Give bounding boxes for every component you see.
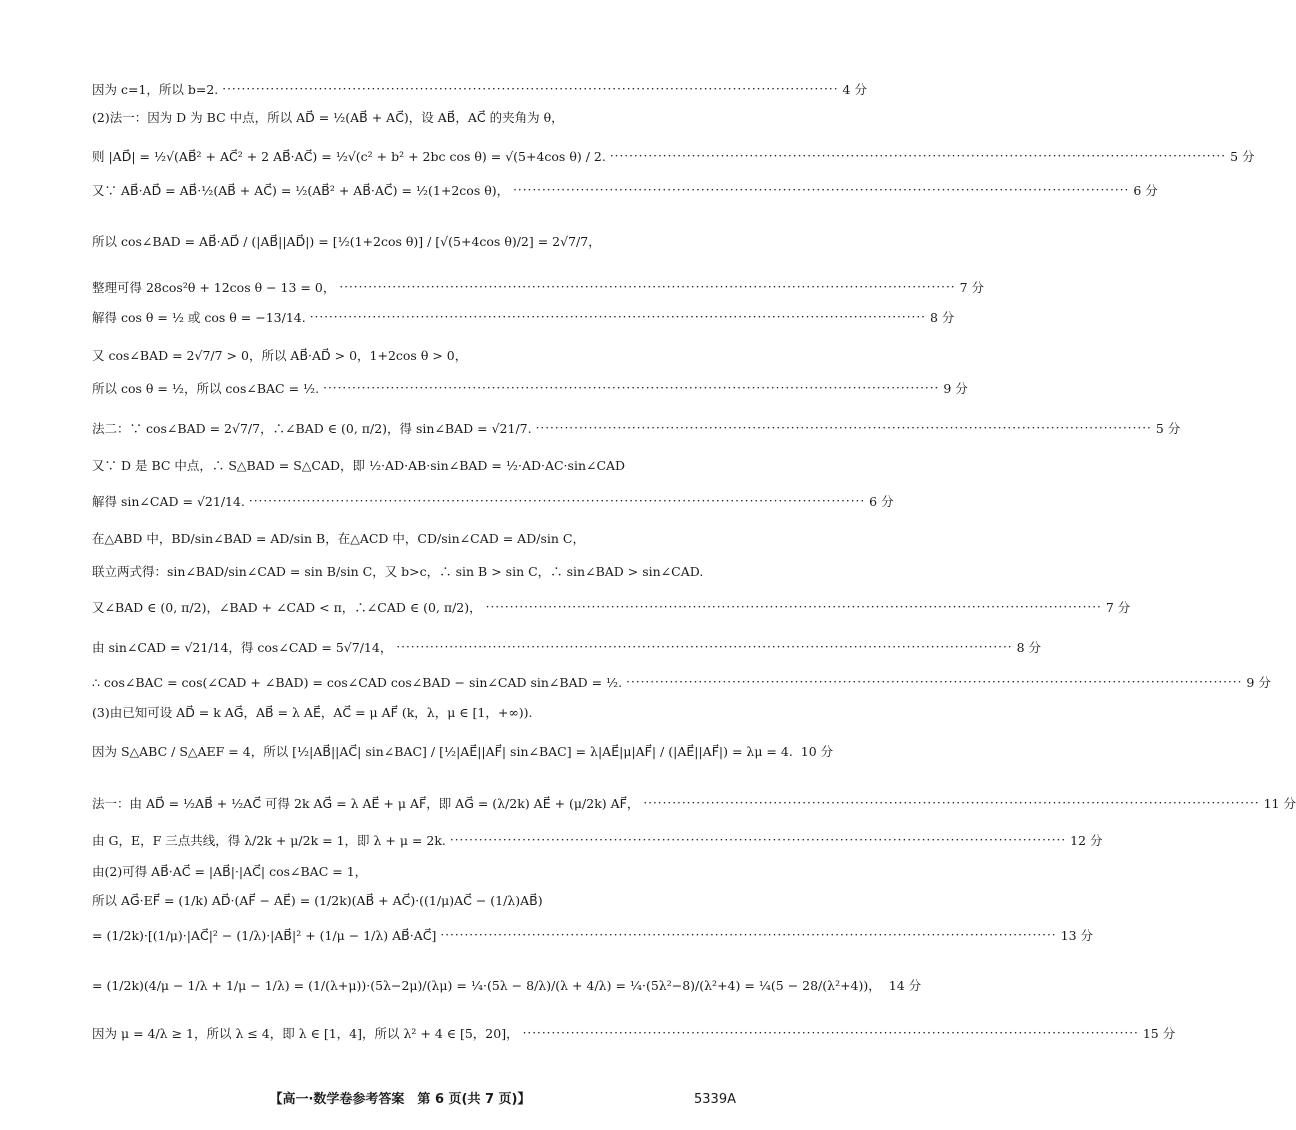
line-text: 由(2)可得 AB⃗·AC⃗ = |AB⃗|·|AC⃗| cos∠BAC = 1， — [92, 864, 368, 879]
score-mark: 8 分 — [1016, 640, 1042, 655]
score-mark: 15 分 — [1142, 1026, 1176, 1041]
leader-dots — [450, 833, 1066, 847]
solution-line-4 — [92, 175, 1158, 205]
leader-dots — [626, 675, 1242, 689]
leader-dots — [222, 82, 838, 96]
leader-dots — [323, 381, 939, 395]
line-text: 法一：由 AD⃗ = ½AB⃗ + ½AC⃗ 可得 2k AG⃗ = λ AE⃗ + μ AF⃗，即 AG⃗ = (λ/2k) AE⃗ + (μ/2k) AF⃗， — [92, 796, 640, 811]
line-text: = (1/2k)·[(1/μ)·|AC⃗|² − (1/λ)·|AB⃗|² + (1/μ − 1/λ) AB⃗·AC⃗] — [92, 927, 437, 943]
solution-line-2 — [92, 102, 736, 132]
leader-dots — [440, 928, 1056, 942]
line-text: 由 sin∠CAD = √21/14，得 cos∠CAD = 5√7/14， — [92, 640, 393, 655]
score-mark: 7 分 — [959, 280, 985, 295]
line-text: 在△ABD 中，BD/sin∠BAD = AD/sin B，在△ACD 中，CD/sin∠CAD = AD/sin C， — [92, 531, 585, 546]
solution-line-3 — [92, 141, 1255, 171]
leader-dots — [536, 421, 1152, 435]
score-mark: 11 分 — [1263, 796, 1296, 811]
solution-line-6 — [92, 272, 985, 302]
leader-dots — [310, 310, 926, 324]
leader-dots — [339, 280, 955, 294]
solution-line-16 — [92, 632, 1042, 662]
footer-code: 5339A — [694, 1092, 736, 1107]
score-mark: 7 分 — [1105, 600, 1131, 615]
line-text: 法二：∵ cos∠BAD = 2√7/7，∴∠BAD ∈ (0, π/2)，得 sin∠BAD = √21/7. — [92, 421, 532, 436]
leader-dots — [513, 183, 1129, 197]
score-mark: 9 分 — [1246, 675, 1271, 690]
score-mark: 5 分 — [1155, 421, 1181, 436]
line-text: 所以 AG⃗·EF⃗ = (1/k) AD⃗·(AF⃗ − AE⃗) = (1/2k)(AB⃗ + AC⃗)·((1/μ)AC⃗ − (1/λ)AB⃗) — [92, 893, 543, 908]
solution-line-5 — [92, 226, 736, 256]
leader-dots — [643, 796, 1259, 810]
leader-dots — [396, 640, 1012, 654]
leader-dots — [610, 149, 1226, 163]
solution-line-7 — [92, 302, 955, 332]
line-text: 则 |AD⃗| = ½√(AB⃗² + AC⃗² + 2 AB⃗·AC⃗) = ½√(c² + b² + 2bc cos θ) = √(5+4cos θ) / 2. — [92, 149, 606, 164]
line-text: 又∠BAD ∈ (0, π/2)，∠BAD + ∠CAD < π，∴∠CAD ∈ (0, π/2)， — [92, 600, 482, 615]
line-text: 因为 S△ABC / S△AEF = 4，所以 [½|AB⃗||AC⃗| sin∠BAC] / [½|AE⃗||AF⃗| sin∠BAC] = λ|AE⃗|μ|AF⃗| / (|AE⃗||AF⃗|) = λμ = 4. — [92, 744, 793, 759]
score-mark: 13 分 — [1060, 928, 1094, 943]
line-text: 由 G，E，F 三点共线，得 λ/2k + μ/2k = 1，即 λ + μ = 2k. — [92, 833, 446, 848]
solution-line-9 — [92, 373, 968, 403]
score-mark: 12 分 — [1070, 833, 1103, 848]
line-text: = (1/2k)(4/μ − 1/λ + 1/μ − 1/λ) = (1/(λ+μ))·(5λ−2μ)/(λμ) = ¼·(5λ − 8/λ)/(λ + 4/λ) = ¼·(5λ²−8)/(λ²+4) = ¼(5 − 28/(λ²+4))， — [92, 978, 881, 993]
line-text: 整理可得 28cos²θ + 12cos θ − 13 = 0， — [92, 280, 336, 295]
solution-line-8 — [92, 340, 736, 370]
line-text: 所以 cos θ = ½，所以 cos∠BAC = ½. — [92, 381, 320, 396]
score-mark: 6 分 — [869, 494, 894, 509]
solution-line-15 — [92, 592, 1131, 622]
score-mark: 6 分 — [1133, 183, 1158, 198]
line-text: 因为 μ = 4/λ ≥ 1，所以 λ ≤ 4，即 λ ∈ [1，4]，所以 λ² + 4 ∈ [5，20]， — [92, 1026, 519, 1041]
solution-line-12 — [92, 486, 894, 516]
solution-line-10 — [92, 413, 1181, 443]
leader-dots — [523, 1026, 1139, 1040]
line-text: ∴ cos∠BAC = cos(∠CAD + ∠BAD) = cos∠CAD cos∠BAD − sin∠CAD sin∠BAD = ½. — [92, 674, 623, 690]
line-text: 联立两式得：sin∠BAD/sin∠CAD = sin B/sin C，又 b>c，∴ sin B > sin C，∴ sin∠BAD > sin∠CAD. — [92, 564, 704, 579]
solution-line-14 — [92, 556, 736, 586]
leader-dots — [249, 494, 865, 508]
line-text: 解得 cos θ = ½ 或 cos θ = −13/14. — [92, 310, 306, 325]
score-mark: 14 分 — [888, 978, 922, 993]
solution-line-22 — [92, 856, 736, 886]
page-footer — [0, 1088, 800, 1112]
solution-line-25 — [92, 970, 922, 1000]
line-text: 所以 cos∠BAD = AB⃗·AD⃗ / (|AB⃗||AD⃗|) = [½(1+2cos θ)] / [√(5+4cos θ)/2] = 2√7/7， — [92, 234, 601, 249]
score-mark: 5 分 — [1230, 149, 1255, 164]
line-text: 解得 sin∠CAD = √21/14. — [92, 494, 245, 509]
solution-line-11 — [92, 450, 736, 480]
line-text: (2)法一：因为 D 为 BC 中点，所以 AD⃗ = ½(AB⃗ + AC⃗)，设 AB⃗，AC⃗ 的夹角为 θ， — [92, 110, 564, 125]
solution-line-26 — [92, 1018, 1176, 1048]
solution-line-24 — [92, 920, 1094, 950]
solution-line-18 — [92, 697, 736, 727]
leader-dots — [486, 600, 1102, 614]
line-text: 又 cos∠BAD = 2√7/7 > 0，所以 AB⃗·AD⃗ > 0，1+2cos θ > 0， — [92, 348, 468, 363]
score-mark: 9 分 — [943, 381, 968, 396]
solution-line-19 — [92, 736, 834, 766]
solution-line-17 — [92, 667, 1271, 697]
solution-line-13 — [92, 523, 736, 553]
solution-line-23 — [92, 885, 736, 915]
line-text: 因为 c=1，所以 b=2. — [92, 82, 219, 97]
solution-line-1 — [92, 74, 867, 104]
score-mark: 4 分 — [842, 82, 867, 97]
line-text: (3)由已知可设 AD⃗ = k AG⃗，AB⃗ = λ AE⃗，AC⃗ = μ AF⃗ (k，λ，μ ∈ [1，+∞)). — [92, 705, 533, 720]
footer-title: 【高一·数学卷参考答案 第 6 页(共 7 页)】 — [269, 1092, 531, 1107]
line-text: 又∵ AB⃗·AD⃗ = AB⃗·½(AB⃗ + AC⃗) = ½(AB⃗² + AB⃗·AC⃗) = ½(1+2cos θ)， — [92, 183, 510, 198]
score-mark: 8 分 — [929, 310, 955, 325]
solution-line-21 — [92, 825, 1103, 855]
line-text: 又∵ D 是 BC 中点，∴ S△BAD = S△CAD，即 ½·AD·AB·sin∠BAD = ½·AD·AC·sin∠CAD — [92, 458, 626, 473]
score-mark: 10 分 — [800, 744, 834, 759]
solution-line-20 — [92, 788, 1296, 818]
